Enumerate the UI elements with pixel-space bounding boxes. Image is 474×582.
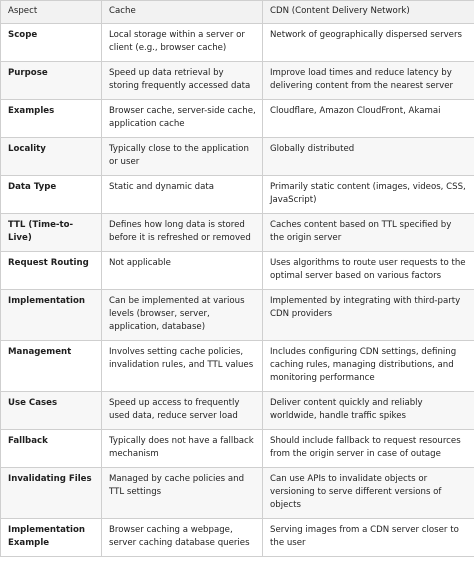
aspect-cell: Management [1,341,102,392]
aspect-cell: Examples [1,100,102,138]
table-row [1,252,474,290]
cache-cell: Speed up access to frequently used data, reduce server load [102,392,263,430]
table-row [1,392,474,430]
aspect-cell: Request Routing [1,252,102,290]
cache-cell: Local storage within a server or client (e.g., browser cache) [102,24,263,62]
table-row [1,430,474,468]
aspect-cell: Fallback [1,430,102,468]
header-row [1,1,474,24]
aspect-cell: Invalidating Files [1,468,102,519]
table-row [1,176,474,214]
cache-cell: Involves setting cache policies, invalidation rules, and TTL values [102,341,263,392]
cache-cell: Defines how long data is stored before it is refreshed or removed [102,214,263,252]
aspect-cell: TTL (Time-to-Live) [1,214,102,252]
cache-cell: Managed by cache policies and TTL settings [102,468,263,519]
table-row [1,519,474,557]
cdn-cell: Deliver content quickly and reliably worldwide, handle traffic spikes [263,392,474,430]
table-row [1,468,474,519]
aspect-cell: Purpose [1,62,102,100]
cache-cell: Not applicable [102,252,263,290]
cdn-cell: Can use APIs to invalidate objects or versioning to serve different versions of objects [263,468,474,519]
cdn-cell: Network of geographically dispersed servers [263,24,474,62]
table-row [1,100,474,138]
aspect-cell: Implementation Example [1,519,102,557]
table-row [1,214,474,252]
aspect-cell: Use Cases [1,392,102,430]
cdn-cell: Globally distributed [263,138,474,176]
header-cdn: CDN (Content Delivery Network) [263,1,474,24]
cdn-cell: Should include fallback to request resources from the origin server in case of outage [263,430,474,468]
cdn-cell: Improve load times and reduce latency by delivering content from the nearest server [263,62,474,100]
cache-cell: Typically does not have a fallback mechanism [102,430,263,468]
aspect-cell: Data Type [1,176,102,214]
cache-cell: Typically close to the application or user [102,138,263,176]
table-row [1,24,474,62]
cache-cell: Browser cache, server-side cache, application cache [102,100,263,138]
aspect-cell: Scope [1,24,102,62]
cdn-cell: Serving images from a CDN server closer to the user [263,519,474,557]
cdn-cell: Implemented by integrating with third-party CDN providers [263,290,474,341]
cdn-cell: Includes configuring CDN settings, defining caching rules, managing distributions, and monitoring performance [263,341,474,392]
cdn-cell: Primarily static content (images, videos, CSS, JavaScript) [263,176,474,214]
header-cache: Cache [102,1,263,24]
aspect-cell: Implementation [1,290,102,341]
table-row [1,341,474,392]
cdn-cell: Caches content based on TTL specified by the origin server [263,214,474,252]
table-row [1,290,474,341]
cache-cell: Can be implemented at various levels (browser, server, application, database) [102,290,263,341]
cache-cell: Static and dynamic data [102,176,263,214]
cdn-cell: Cloudflare, Amazon CloudFront, Akamai [263,100,474,138]
table-row [1,138,474,176]
aspect-cell: Locality [1,138,102,176]
cache-cell: Speed up data retrieval by storing frequently accessed data [102,62,263,100]
table-row [1,62,474,100]
cdn-cell: Uses algorithms to route user requests to the optimal server based on various factors [263,252,474,290]
cache-cell: Browser caching a webpage, server caching database queries [102,519,263,557]
header-aspect: Aspect [1,1,102,24]
